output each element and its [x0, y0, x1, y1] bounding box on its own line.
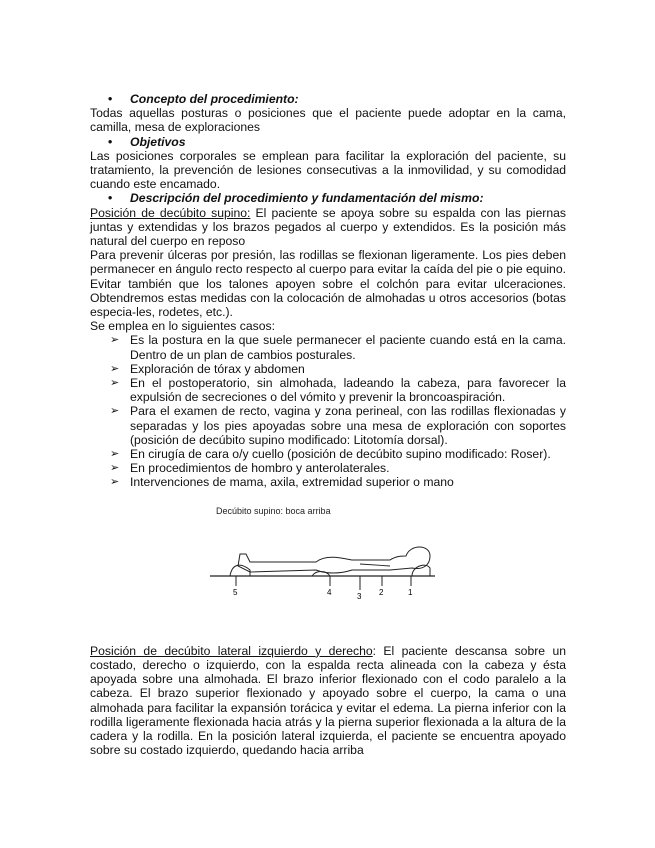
supino-text: El paciente se apoya sobre su espalda con las piernas juntas y extendidas y los brazos pegados al cuerpo y extendidos. Es la posición más natural del cuerpo en reposo: [90, 205, 566, 249]
paragraph-lateral: [90, 644, 566, 758]
body-outline: [238, 547, 430, 573]
paragraph-supino: [90, 206, 566, 249]
marker-label: 1: [408, 587, 413, 597]
marker-label: 4: [327, 587, 332, 597]
heading-concepto: • Concepto del procedimiento:: [90, 92, 566, 106]
casos-intro: Se emplea en lo siguientes casos:: [90, 319, 275, 334]
arrow-bullet-icon: ➢: [110, 462, 120, 475]
arrow-bullet-icon: ➢: [110, 405, 120, 418]
knee-support: [312, 571, 330, 576]
list-item: ➢ En procedimientos de hombro y anterolaterales.: [110, 461, 390, 476]
arrow-bullet-icon: ➢: [110, 476, 120, 489]
arm: [360, 564, 390, 566]
list-item: ➢ En el postoperatorio, sin almohada, ladeando la cabeza, para favorecer la expulsión de secreciones o del vómito y prevenir la broncoaspiración.: [110, 376, 566, 405]
list-item: ➢ Intervenciones de mama, axila, extremidad superior o mano: [110, 475, 454, 490]
figure-caption: Decúbito supino: boca arriba: [216, 505, 331, 516]
heading-descripcion: • Descripción del procedimiento y fundamentación del mismo:: [90, 191, 566, 205]
lateral-text: : El paciente descansa sobre un costado, derecho o izquierdo, con la espalda recta alineada con la cabeza y ésta apoyada sobre una almohada. El brazo inferior flexionado con el codo paralelo a la cabeza. El brazo superior flexionado y apoyado sobre el cuerpo, la cama o una almohada para facilitar la expansión torácica y evitar el edema. La pierna inferior con la rodilla ligeramente flexionada hacia atrás y la pierna superior flexionada a la altura de la cadera y la rodilla. En la posición lateral izquierda, el paciente se encuentra apoyado sobre su costado izquierdo, quedando hacia arriba: [90, 643, 566, 758]
marker-label: 3: [357, 591, 362, 601]
text-objetivos: Las posiciones corporales se emplean para facilitar la exploración del paciente, su tratamiento, la prevención de lesiones consecutivas a la inmovilidad, y su comodidad cuando este encamado.: [90, 148, 566, 192]
list-item: ➢ Es la postura en la que suele permanecer el paciente cuando está en la cama. Dentro de un plan de cambios posturales.: [110, 333, 566, 362]
list-item: ➢ Para el examen de recto, vagina y zona perineal, con las rodillas flexionadas y separadas y los pies apoyadas sobre una mesa de exploración con soportes (posición de decúbito supino modificado: Litotomía dorsal).: [110, 404, 566, 447]
marker-label: 5: [233, 587, 238, 597]
paragraph-ulceras: Para prevenir úlceras por presión, las rodillas se flexionan ligeramente. Los pies deben permanecer en ángulo recto respecto al cuerpo para evitar la caída del pie o pie equino. Evitar también que los talones apoyen sobre el colchón para evitar ulceraciones. Obtendremos estas medidas con la colocación de almohadas u otros accesorios (botas especia-les, rodetes, etc.).: [90, 248, 566, 320]
document-page: [90, 92, 566, 757]
lateral-title: Posición de decúbito lateral izquierdo y derecho: [90, 643, 373, 658]
supine-patient-illustration: [90, 504, 566, 616]
arrow-bullet-icon: ➢: [110, 362, 120, 375]
supine-figure: [90, 504, 566, 616]
arrow-bullet-icon: ➢: [110, 448, 120, 461]
casos-list: [90, 333, 566, 489]
pillow: [412, 565, 430, 576]
arrow-bullet-icon: ➢: [110, 377, 120, 390]
heading-objetivos: • Objetivos: [90, 135, 566, 149]
list-item: ➢ En cirugía de cara o/y cuello (posición de decúbito supino modificado: Roser).: [110, 447, 551, 462]
arrow-bullet-icon: ➢: [110, 334, 120, 347]
list-item: ➢ Exploración de tórax y abdomen: [110, 361, 305, 376]
supino-title: Posición de decúbito supino:: [90, 205, 251, 220]
marker-label: 2: [379, 587, 384, 597]
text-concepto: Todas aquellas posturas o posiciones que el paciente puede adoptar en la cama, camilla, mesa de exploraciones: [90, 106, 566, 135]
